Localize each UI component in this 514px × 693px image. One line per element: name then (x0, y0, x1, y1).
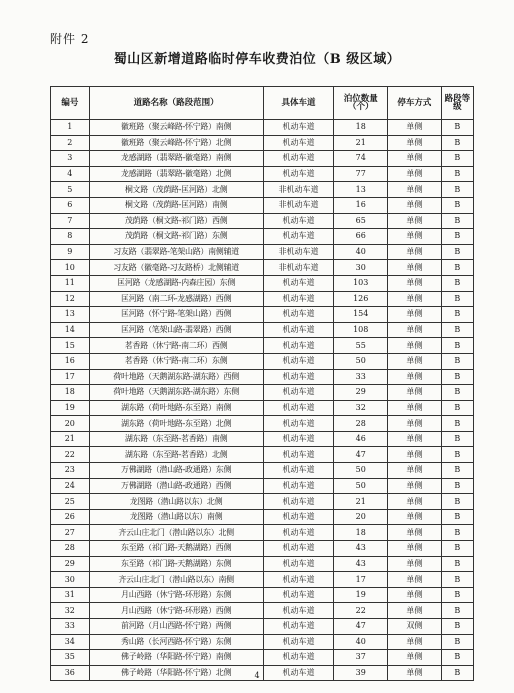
cell-count: 126 (334, 291, 388, 307)
table-row (51, 478, 474, 494)
parking-table (50, 86, 474, 681)
cell-road: 龙感湖路（翡翠路-徽毫路）南侧 (89, 151, 263, 167)
cell-mode: 单侧 (388, 541, 442, 557)
table-row (51, 369, 474, 385)
cell-count: 74 (334, 151, 388, 167)
cell-grade: B (441, 494, 473, 510)
cell-grade: B (441, 369, 473, 385)
cell-count: 103 (334, 275, 388, 291)
document-title: 蜀山区新增道路临时停车收费泊位（B 级区域） (113, 52, 401, 67)
cell-road: 桐文路（茂荫路-匡河路）南侧 (89, 197, 263, 213)
cell-grade: B (441, 275, 473, 291)
cell-lane: 机动车道 (263, 400, 334, 416)
cell-no: 31 (51, 587, 90, 603)
cell-count: 108 (334, 322, 388, 338)
table-row (51, 322, 474, 338)
cell-count: 19 (334, 587, 388, 603)
cell-lane: 机动车道 (263, 509, 334, 525)
cell-lane: 机动车道 (263, 634, 334, 650)
cell-no: 11 (51, 275, 90, 291)
cell-grade: B (441, 135, 473, 151)
cell-count: 18 (334, 120, 388, 136)
cell-no: 35 (51, 650, 90, 666)
cell-lane: 机动车道 (263, 322, 334, 338)
table-row (51, 182, 474, 198)
cell-count: 55 (334, 338, 388, 354)
cell-no: 25 (51, 494, 90, 510)
cell-count: 154 (334, 307, 388, 323)
cell-mode: 单侧 (388, 385, 442, 401)
table-row (51, 260, 474, 276)
table-row (51, 447, 474, 463)
table-row (51, 135, 474, 151)
header-count: 泊位数量（个） (334, 87, 388, 120)
cell-road: 月山西路（休宁路-环形路）东侧 (89, 587, 263, 603)
table-row (51, 244, 474, 260)
cell-grade: B (441, 634, 473, 650)
table-row (51, 400, 474, 416)
cell-count: 40 (334, 244, 388, 260)
cell-grade: B (441, 229, 473, 245)
header-road: 道路名称（路段范围） (89, 87, 263, 120)
table-row (51, 120, 474, 136)
cell-count: 33 (334, 369, 388, 385)
cell-lane: 机动车道 (263, 291, 334, 307)
cell-lane: 机动车道 (263, 338, 334, 354)
cell-mode: 单侧 (388, 275, 442, 291)
cell-road: 茗香路（休宁路-南二环）东侧 (89, 353, 263, 369)
cell-mode: 单侧 (388, 260, 442, 276)
cell-count: 21 (334, 494, 388, 510)
table-row (51, 541, 474, 557)
cell-mode: 单侧 (388, 509, 442, 525)
cell-grade: B (441, 541, 473, 557)
cell-no: 14 (51, 322, 90, 338)
cell-mode: 单侧 (388, 135, 442, 151)
header-lane: 具体车道 (263, 87, 334, 120)
cell-road: 东至路（祁门路-天鹅湖路）西侧 (89, 541, 263, 557)
cell-no: 4 (51, 166, 90, 182)
table-header-row (51, 87, 474, 120)
cell-lane: 机动车道 (263, 229, 334, 245)
cell-road: 匡河路（笔架山路-翡翠路）西侧 (89, 322, 263, 338)
cell-lane: 机动车道 (263, 166, 334, 182)
cell-mode: 单侧 (388, 556, 442, 572)
cell-no: 9 (51, 244, 90, 260)
cell-mode: 单侧 (388, 525, 442, 541)
cell-road: 万佛湖路（潜山路-政通路）东侧 (89, 463, 263, 479)
table-row (51, 385, 474, 401)
cell-mode: 单侧 (388, 650, 442, 666)
cell-grade: B (441, 509, 473, 525)
cell-count: 16 (334, 197, 388, 213)
cell-count: 50 (334, 353, 388, 369)
table-row (51, 229, 474, 245)
cell-road: 月山西路（休宁路-环形路）西侧 (89, 603, 263, 619)
cell-road: 习友路（翡翠路-笔架山路）南侧辅道 (89, 244, 263, 260)
table-row (51, 525, 474, 541)
cell-no: 21 (51, 431, 90, 447)
cell-count: 22 (334, 603, 388, 619)
cell-mode: 双侧 (388, 619, 442, 635)
cell-lane: 机动车道 (263, 213, 334, 229)
cell-lane: 机动车道 (263, 447, 334, 463)
cell-lane: 机动车道 (263, 619, 334, 635)
table-row (51, 213, 474, 229)
cell-mode: 单侧 (388, 400, 442, 416)
cell-grade: B (441, 120, 473, 136)
cell-count: 18 (334, 525, 388, 541)
cell-road: 匡河路（龙感湖路-内森庄园）东侧 (89, 275, 263, 291)
cell-no: 20 (51, 416, 90, 432)
cell-road: 匡河路（南二环-龙感湖路）西侧 (89, 291, 263, 307)
cell-lane: 机动车道 (263, 120, 334, 136)
cell-grade: B (441, 447, 473, 463)
cell-grade: B (441, 463, 473, 479)
cell-mode: 单侧 (388, 166, 442, 182)
cell-road: 荷叶地路（天鹅湖东路-湖东路）西侧 (89, 369, 263, 385)
cell-grade: B (441, 603, 473, 619)
cell-count: 32 (334, 400, 388, 416)
cell-count: 13 (334, 182, 388, 198)
cell-lane: 机动车道 (263, 572, 334, 588)
cell-lane: 机动车道 (263, 650, 334, 666)
cell-grade: B (441, 353, 473, 369)
cell-no: 6 (51, 197, 90, 213)
cell-grade: B (441, 665, 473, 681)
cell-road: 佛子岭路（华阳路-怀宁路）南侧 (89, 650, 263, 666)
cell-grade: B (441, 307, 473, 323)
cell-grade: B (441, 587, 473, 603)
cell-count: 37 (334, 650, 388, 666)
cell-mode: 单侧 (388, 463, 442, 479)
cell-no: 27 (51, 525, 90, 541)
cell-lane: 机动车道 (263, 603, 334, 619)
cell-no: 16 (51, 353, 90, 369)
cell-no: 8 (51, 229, 90, 245)
cell-mode: 单侧 (388, 369, 442, 385)
cell-no: 17 (51, 369, 90, 385)
cell-lane: 机动车道 (263, 431, 334, 447)
table-row (51, 431, 474, 447)
table-row (51, 166, 474, 182)
cell-mode: 单侧 (388, 353, 442, 369)
table-row (51, 587, 474, 603)
table-row (51, 619, 474, 635)
cell-no: 18 (51, 385, 90, 401)
table-row (51, 291, 474, 307)
cell-mode: 单侧 (388, 494, 442, 510)
header-grade: 路段等级 (441, 87, 473, 120)
cell-no: 32 (51, 603, 90, 619)
table-row (51, 634, 474, 650)
cell-no: 10 (51, 260, 90, 276)
cell-no: 22 (51, 447, 90, 463)
cell-lane: 机动车道 (263, 385, 334, 401)
cell-count: 50 (334, 463, 388, 479)
cell-road: 湖东路（荷叶地路-东至路）北侧 (89, 416, 263, 432)
cell-count: 29 (334, 385, 388, 401)
cell-mode: 单侧 (388, 291, 442, 307)
cell-lane: 非机动车道 (263, 260, 334, 276)
cell-lane: 机动车道 (263, 416, 334, 432)
cell-grade: B (441, 385, 473, 401)
cell-lane: 非机动车道 (263, 197, 334, 213)
header-no: 编号 (51, 87, 90, 120)
cell-no: 23 (51, 463, 90, 479)
table-row (51, 353, 474, 369)
cell-lane: 机动车道 (263, 353, 334, 369)
table-row (51, 556, 474, 572)
cell-count: 17 (334, 572, 388, 588)
cell-no: 30 (51, 572, 90, 588)
cell-grade: B (441, 400, 473, 416)
cell-road: 茂荫路（桐文路-祁门路）西侧 (89, 213, 263, 229)
cell-no: 3 (51, 151, 90, 167)
cell-mode: 单侧 (388, 416, 442, 432)
cell-mode: 单侧 (388, 229, 442, 245)
cell-no: 36 (51, 665, 90, 681)
cell-road: 茗香路（休宁路-南二环）西侧 (89, 338, 263, 354)
cell-count: 66 (334, 229, 388, 245)
cell-mode: 单侧 (388, 244, 442, 260)
cell-road: 龙感湖路（翡翠路-徽毫路）北侧 (89, 166, 263, 182)
cell-lane: 机动车道 (263, 463, 334, 479)
cell-count: 39 (334, 665, 388, 681)
cell-road: 湖东路（东至路-茗香路）南侧 (89, 431, 263, 447)
cell-mode: 单侧 (388, 587, 442, 603)
cell-grade: B (441, 416, 473, 432)
cell-count: 30 (334, 260, 388, 276)
cell-road: 徽班路（聚云峰路-怀宁路）南侧 (89, 120, 263, 136)
cell-count: 47 (334, 619, 388, 635)
cell-road: 桐文路（茂荫路-匡河路）北侧 (89, 182, 263, 198)
cell-count: 65 (334, 213, 388, 229)
cell-count: 20 (334, 509, 388, 525)
cell-lane: 机动车道 (263, 135, 334, 151)
table-row (51, 463, 474, 479)
cell-lane: 机动车道 (263, 275, 334, 291)
cell-grade: B (441, 291, 473, 307)
cell-no: 28 (51, 541, 90, 557)
table-body (51, 120, 474, 681)
cell-no: 1 (51, 120, 90, 136)
cell-no: 13 (51, 307, 90, 323)
cell-mode: 单侧 (388, 213, 442, 229)
cell-mode: 单侧 (388, 665, 442, 681)
page-number: 4 (254, 671, 260, 680)
cell-grade: B (441, 151, 473, 167)
cell-no: 7 (51, 213, 90, 229)
table-row (51, 416, 474, 432)
cell-road: 齐云山庄北门（潜山路以东）北侧 (89, 525, 263, 541)
cell-grade: B (441, 260, 473, 276)
cell-no: 5 (51, 182, 90, 198)
cell-no: 12 (51, 291, 90, 307)
cell-mode: 单侧 (388, 322, 442, 338)
cell-grade: B (441, 197, 473, 213)
cell-grade: B (441, 525, 473, 541)
cell-mode: 单侧 (388, 634, 442, 650)
cell-road: 湖东路（东至路-茗香路）北侧 (89, 447, 263, 463)
cell-mode: 单侧 (388, 197, 442, 213)
cell-count: 50 (334, 478, 388, 494)
cell-lane: 机动车道 (263, 556, 334, 572)
cell-road: 龙图路（潜山路以东）南侧 (89, 509, 263, 525)
cell-lane: 机动车道 (263, 525, 334, 541)
cell-road: 习友路（徽毫路-习友路桥）北侧辅道 (89, 260, 263, 276)
cell-no: 34 (51, 634, 90, 650)
cell-grade: B (441, 556, 473, 572)
cell-no: 2 (51, 135, 90, 151)
cell-grade: B (441, 244, 473, 260)
table-row (51, 197, 474, 213)
table-row (51, 338, 474, 354)
cell-road: 万佛湖路（潜山路-政通路）西侧 (89, 478, 263, 494)
cell-count: 47 (334, 447, 388, 463)
cell-grade: B (441, 213, 473, 229)
cell-mode: 单侧 (388, 572, 442, 588)
table-row (51, 275, 474, 291)
attachment-label: 附件 2 (50, 32, 90, 46)
cell-road: 东至路（祁门路-天鹅湖路）东侧 (89, 556, 263, 572)
cell-mode: 单侧 (388, 478, 442, 494)
cell-road: 齐云山庄北门（潜山路以东）南侧 (89, 572, 263, 588)
table-row (51, 650, 474, 666)
cell-no: 24 (51, 478, 90, 494)
cell-no: 26 (51, 509, 90, 525)
cell-no: 15 (51, 338, 90, 354)
cell-grade: B (441, 619, 473, 635)
cell-grade: B (441, 478, 473, 494)
cell-lane: 机动车道 (263, 478, 334, 494)
cell-road: 秀山路（长河西路-怀宁路）东侧 (89, 634, 263, 650)
cell-mode: 单侧 (388, 447, 442, 463)
cell-lane: 机动车道 (263, 494, 334, 510)
cell-count: 40 (334, 634, 388, 650)
cell-lane: 非机动车道 (263, 244, 334, 260)
cell-lane: 机动车道 (263, 369, 334, 385)
cell-no: 33 (51, 619, 90, 635)
cell-grade: B (441, 338, 473, 354)
cell-road: 龙图路（潜山路以东）北侧 (89, 494, 263, 510)
cell-lane: 机动车道 (263, 587, 334, 603)
table-row (51, 509, 474, 525)
table-row (51, 494, 474, 510)
table-row (51, 151, 474, 167)
cell-mode: 单侧 (388, 603, 442, 619)
cell-road: 佛子岭路（华阳路-怀宁路）北侧 (89, 665, 263, 681)
cell-mode: 单侧 (388, 120, 442, 136)
cell-road: 茂荫路（桐文路-祁门路）东侧 (89, 229, 263, 245)
table-row (51, 572, 474, 588)
cell-road: 荷叶地路（天鹅湖东路-湖东路）东侧 (89, 385, 263, 401)
cell-grade: B (441, 650, 473, 666)
cell-road: 前河路（月山西路-怀宁路）两侧 (89, 619, 263, 635)
cell-count: 21 (334, 135, 388, 151)
cell-grade: B (441, 572, 473, 588)
cell-mode: 单侧 (388, 151, 442, 167)
cell-mode: 单侧 (388, 182, 442, 198)
cell-count: 43 (334, 556, 388, 572)
cell-lane: 非机动车道 (263, 182, 334, 198)
table-row (51, 603, 474, 619)
header-mode: 停车方式 (388, 87, 442, 120)
cell-mode: 单侧 (388, 307, 442, 323)
cell-lane: 机动车道 (263, 665, 334, 681)
cell-road: 匡河路（怀宁路-笔架山路）西侧 (89, 307, 263, 323)
cell-grade: B (441, 431, 473, 447)
cell-lane: 机动车道 (263, 541, 334, 557)
cell-grade: B (441, 166, 473, 182)
cell-no: 19 (51, 400, 90, 416)
cell-count: 43 (334, 541, 388, 557)
cell-no: 29 (51, 556, 90, 572)
cell-lane: 机动车道 (263, 307, 334, 323)
cell-lane: 机动车道 (263, 151, 334, 167)
table-row (51, 307, 474, 323)
cell-mode: 单侧 (388, 338, 442, 354)
cell-count: 28 (334, 416, 388, 432)
cell-grade: B (441, 322, 473, 338)
cell-grade: B (441, 182, 473, 198)
cell-mode: 单侧 (388, 431, 442, 447)
cell-road: 徽班路（聚云峰路-怀宁路）北侧 (89, 135, 263, 151)
cell-count: 46 (334, 431, 388, 447)
cell-count: 77 (334, 166, 388, 182)
cell-road: 湖东路（荷叶地路-东至路）南侧 (89, 400, 263, 416)
